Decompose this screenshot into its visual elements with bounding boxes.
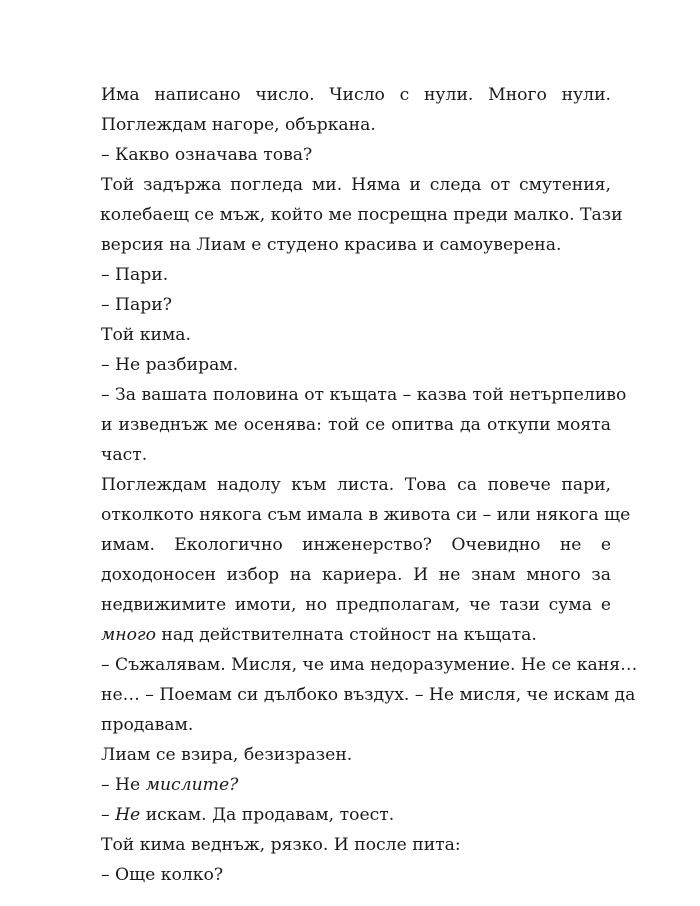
text-line: версия на Лиам е студено красива и самоуверена. (101, 235, 562, 255)
paragraph (101, 740, 611, 770)
text-line (101, 620, 611, 650)
text-line: колебаещ се мъж, който ме посрещна преди малко. Тази (100, 205, 623, 225)
italic-word: много (101, 625, 156, 645)
text-line: – За вашата половина от къщата – казва той нетърпеливо (101, 385, 627, 405)
text-line (101, 800, 611, 830)
text-line: доходоносен избор на кариера. И не знам много за (101, 565, 611, 585)
paragraph (101, 140, 611, 170)
paragraph (101, 290, 611, 320)
text-fragment: – Не (101, 775, 146, 795)
text-line: – Пари. (101, 265, 169, 285)
paragraph (101, 80, 611, 140)
text-fragment: над действителната стойност на къщата. (155, 625, 537, 645)
text-line: имам. Екологично инженерство? Очевидно не е (101, 535, 611, 555)
paragraph (101, 380, 627, 470)
paragraph (101, 800, 611, 830)
paragraph (101, 470, 631, 650)
italic-word: Не (115, 805, 141, 825)
text-line: част. (101, 445, 148, 465)
paragraph (101, 350, 611, 380)
text-fragment: искам. Да продавам, тоест. (140, 805, 395, 825)
text-fragment: – (101, 805, 116, 825)
page-body-text (100, 80, 638, 890)
paragraph (101, 320, 611, 350)
text-line: Поглеждам нагоре, объркана. (101, 115, 376, 135)
paragraph (101, 650, 638, 740)
italic-word: мислите? (145, 775, 239, 795)
text-line: Лиам се взира, безизразен. (101, 745, 353, 765)
text-line: – Още колко? (101, 865, 224, 885)
text-line (101, 770, 611, 800)
text-line: и изведнъж ме осенява: той се опитва да откупи моята (101, 415, 611, 435)
text-line: Има написано число. Число с нули. Много нули. (101, 85, 611, 105)
text-line: – Не разбирам. (101, 355, 239, 375)
text-line: Той кима веднъж, рязко. И после пита: (101, 835, 461, 855)
text-line: – Какво означава това? (101, 145, 313, 165)
paragraph (101, 770, 611, 800)
text-line: – Пари? (101, 295, 172, 315)
paragraph (100, 170, 623, 260)
paragraph (101, 860, 611, 890)
paragraph (101, 260, 611, 290)
text-line: Поглеждам надолу към листа. Това са повече пари, (101, 475, 611, 495)
text-line: продавам. (101, 715, 194, 735)
text-line: недвижимите имоти, но предполагам, че тази сума е (101, 595, 611, 615)
paragraph (101, 830, 611, 860)
text-line: – Съжалявам. Мисля, че има недоразумение. Не се каня… (101, 655, 638, 675)
text-line: отколкото някога съм имала в живота си – или някога ще (101, 505, 631, 525)
text-line: не… – Поемам си дълбоко въздух. – Не мисля, че искам да (101, 685, 636, 705)
text-line: Той кима. (101, 325, 192, 345)
text-line: Той задържа погледа ми. Няма и следа от смутения, (101, 175, 611, 195)
